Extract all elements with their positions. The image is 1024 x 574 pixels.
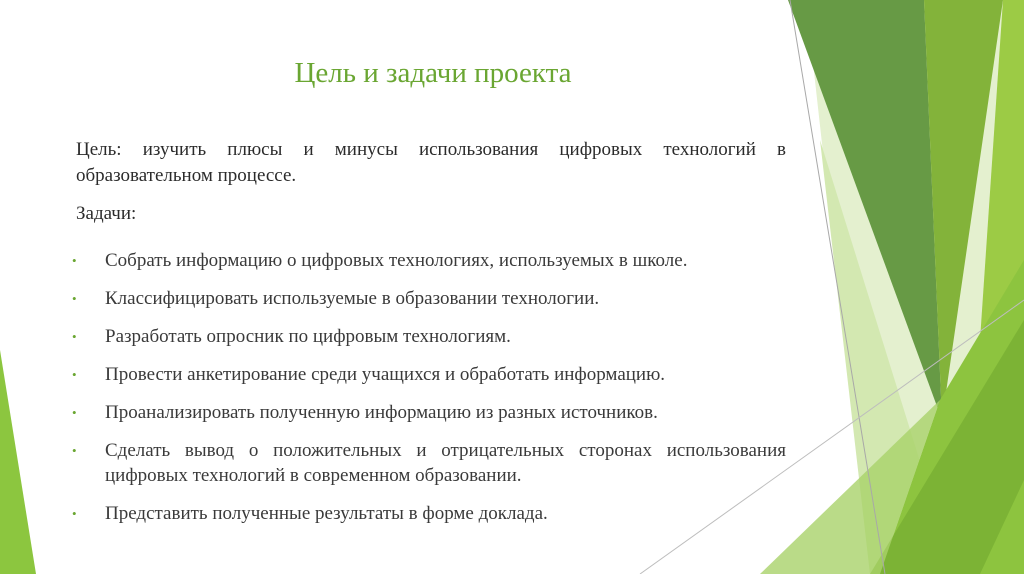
task-text: Провести анкетирование среди учащихся и обработать информацию. (105, 364, 666, 385)
left-edge-triangle (0, 350, 36, 574)
bullet-icon: • (72, 506, 77, 521)
task-text: Проанализировать полученную информацию из разных источников. (105, 402, 658, 423)
list-item (72, 501, 786, 526)
task-text: Представить полученные результаты в форме доклада. (105, 503, 548, 524)
list-item (72, 324, 786, 349)
bullet-icon: • (72, 291, 77, 306)
slide-title: Цель и задачи проекта (294, 57, 572, 89)
task-text: Разработать опросник по цифровым технологиям. (105, 326, 511, 347)
list-item (72, 400, 786, 425)
bullet-icon: • (72, 405, 77, 420)
bullet-icon: • (72, 443, 77, 458)
task-text: Собрать информацию о цифровых технологиях, используемых в школе. (105, 250, 688, 271)
list-item (72, 248, 786, 273)
list-item (72, 438, 786, 488)
tasks-label: Задачи: (76, 203, 137, 224)
list-item (72, 362, 786, 387)
list-item (72, 286, 786, 311)
goal-text: изучить плюсы и минусы использования цифровых технологий в образовательном процессе. (76, 139, 786, 186)
tasks-list (72, 248, 786, 539)
task-text: Классифицировать используемые в образовании технологии. (105, 288, 600, 309)
goal-paragraph (76, 137, 786, 189)
bullet-icon: • (72, 367, 77, 382)
bullet-icon: • (72, 253, 77, 268)
goal-label: Цель: (76, 139, 122, 160)
task-text: Сделать вывод о положительных и отрицательных сторонах использования цифровых технологий в современном образовании. (105, 440, 786, 486)
bullet-icon: • (72, 329, 77, 344)
